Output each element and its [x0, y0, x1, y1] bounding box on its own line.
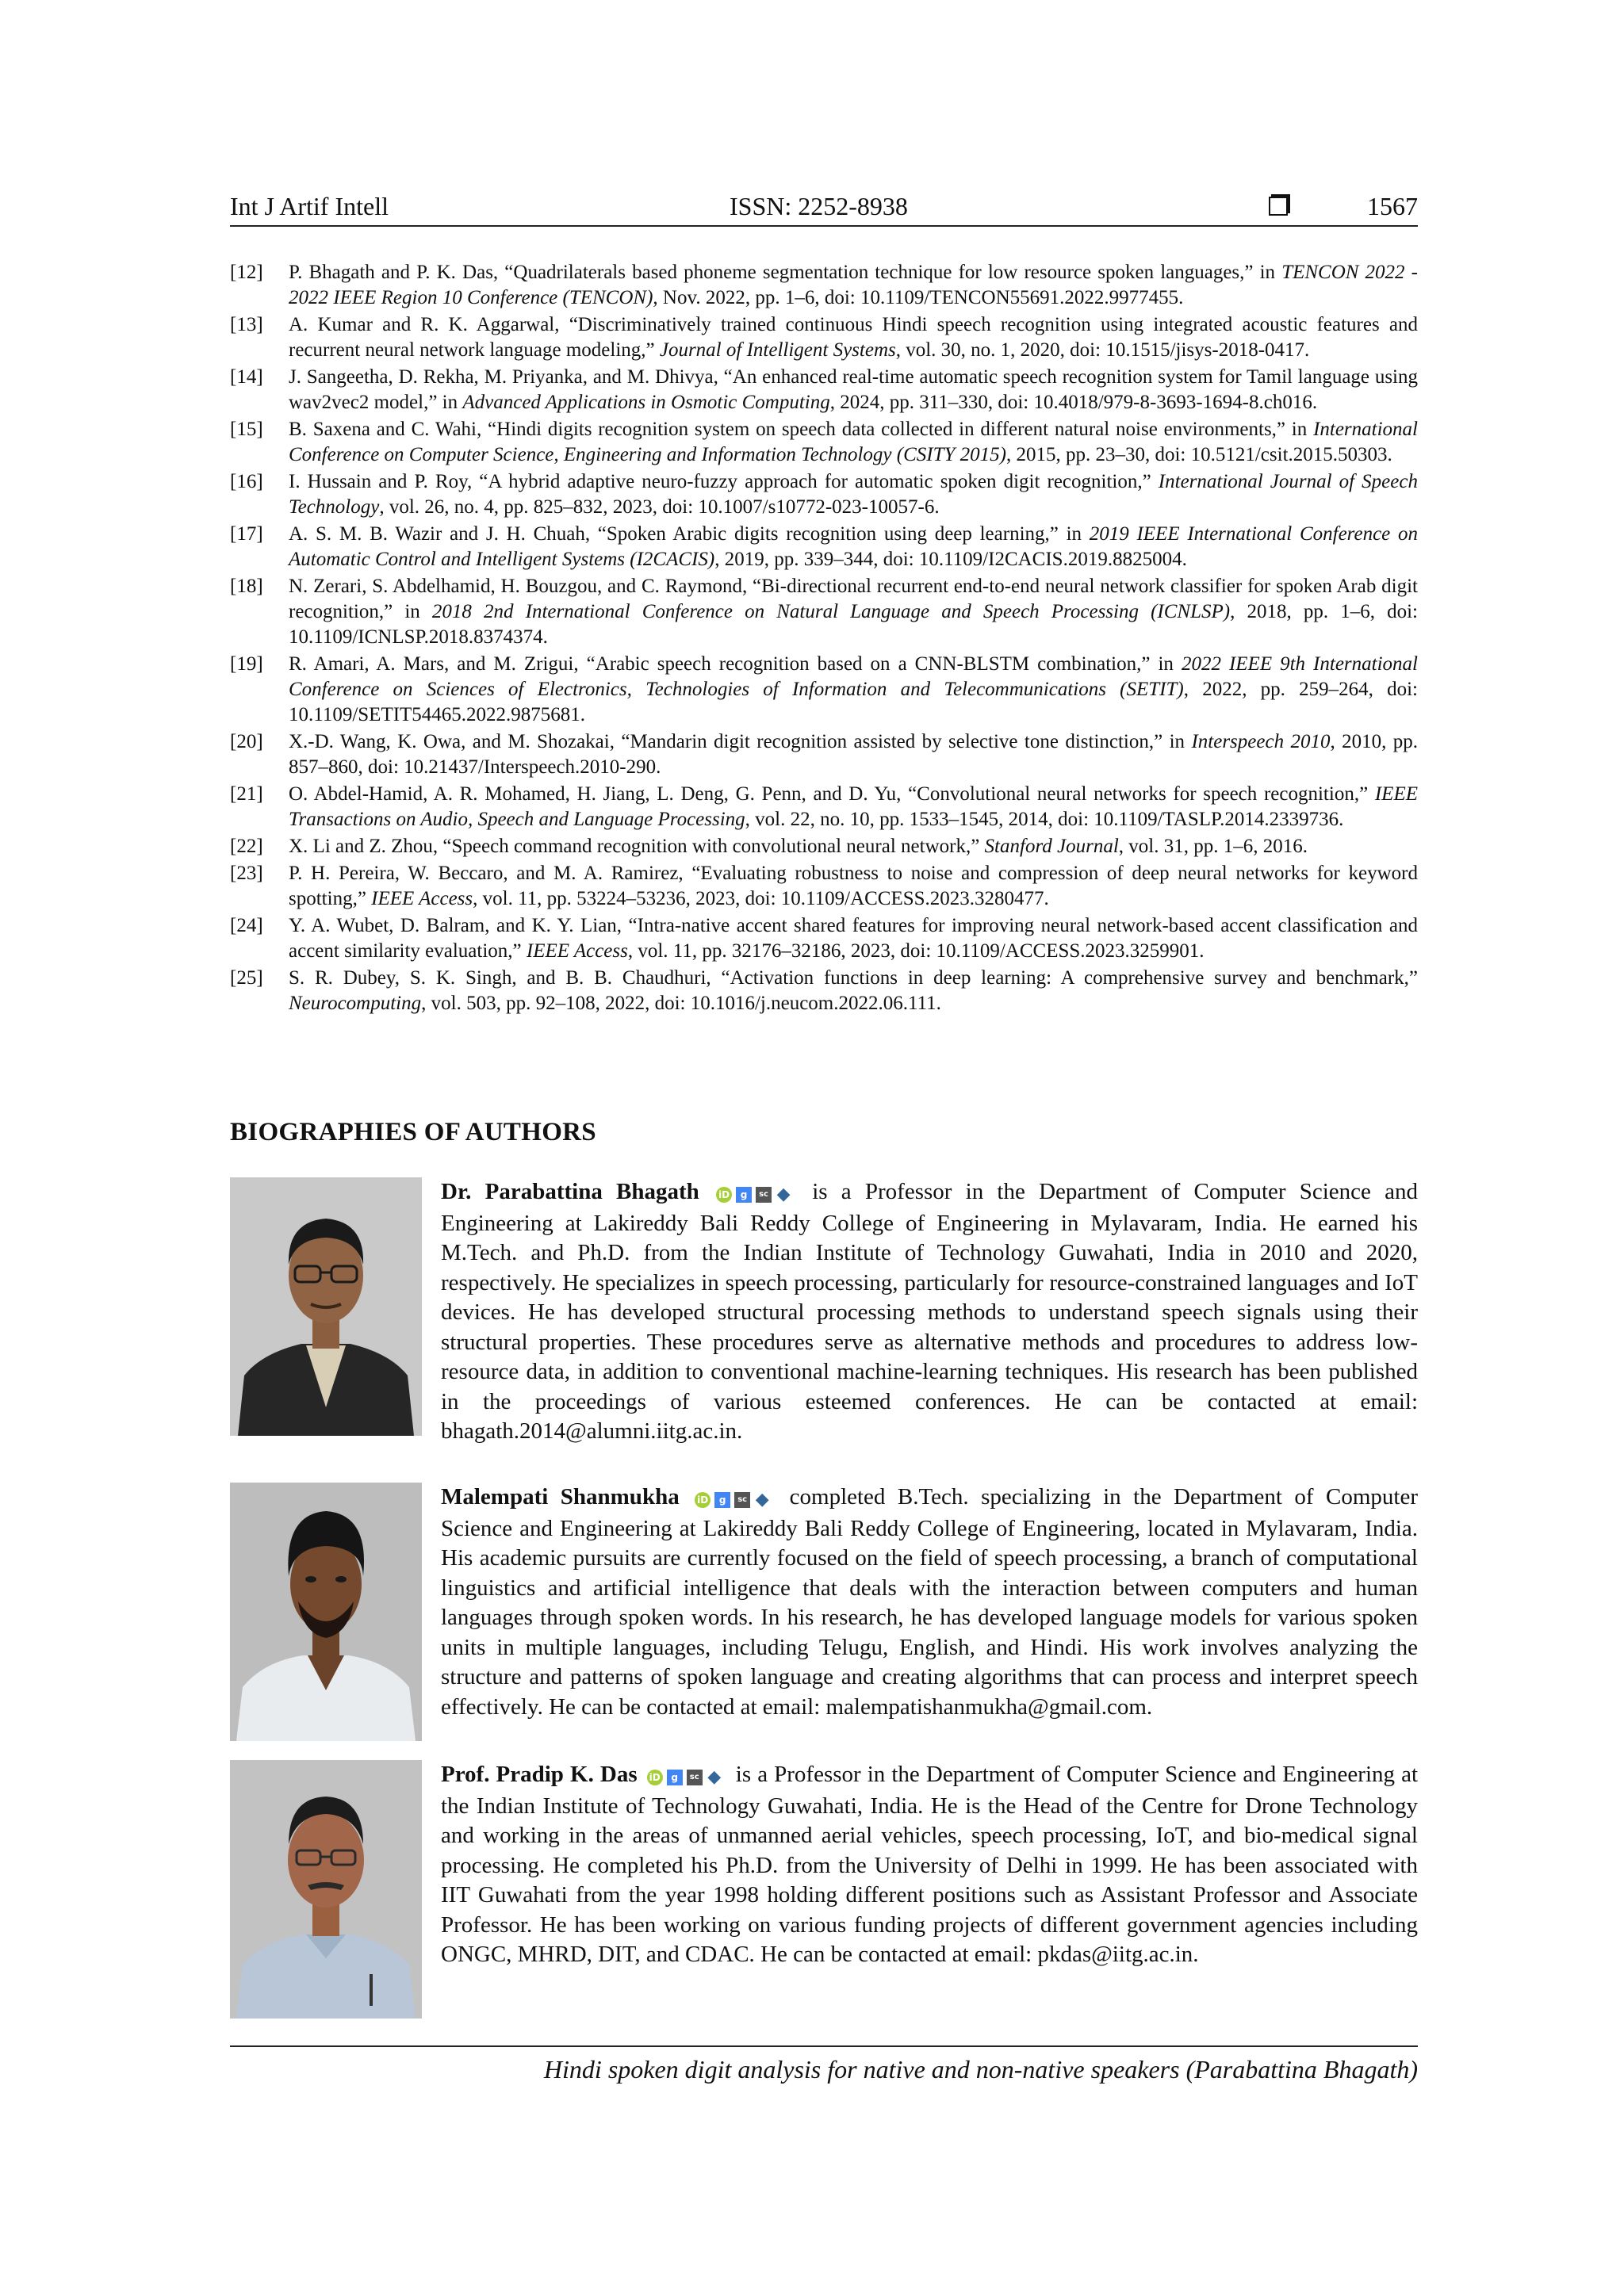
author-name: Dr. Parabattina Bhagath [441, 1179, 699, 1204]
reference-number: [16] [230, 471, 263, 492]
issn: ISSN: 2252-8938 [730, 192, 908, 220]
reference-details: , 2022, pp. 259–264, doi: 10.1109/SETIT54465.2022.9875681. [289, 679, 1418, 725]
reference-venue: International Conference on Computer Science, Engineering and Information Technology (CSITY 2015) [289, 419, 1418, 465]
reference-item [230, 913, 1418, 964]
reference-details: , vol. 11, pp. 53224–53236, 2023, doi: 10.1109/ACCESS.2023.3280477. [473, 888, 1049, 909]
reference-item [230, 966, 1418, 1016]
reference-number: [14] [230, 366, 263, 388]
reference-text: N. Zerari, S. Abdelhamid, H. Bouzgou, and C. Raymond, “Bi-directional recurrent end-to-end neural network classifier for spoken Arab digit recognition,” in [289, 576, 1418, 622]
reference-item [230, 834, 1418, 859]
reference-number: [15] [230, 419, 263, 440]
orcid-icon[interactable]: iD [647, 1770, 663, 1785]
reference-text: B. Saxena and C. Wahi, “Hindi digits recognition system on speech data collected in different natural noise environments,” in [289, 419, 1314, 440]
reference-venue: 2019 IEEE International Conference on Automatic Control and Intelligent Systems (I2CACIS) [289, 523, 1418, 570]
bio-text [441, 1483, 1418, 1722]
reference-list [230, 260, 1418, 1018]
reference-item [230, 312, 1418, 363]
google-scholar-icon[interactable]: g [736, 1187, 752, 1203]
scopus-icon[interactable]: sc [687, 1770, 703, 1785]
reference-item [230, 574, 1418, 650]
scopus-icon[interactable]: sc [756, 1187, 772, 1203]
reference-item [230, 652, 1418, 728]
bio-description: completed B.Tech. specializing in the Department of Computer Science and Engineering at Lakireddy Bali Reddy College of Engineering, located in Mylavaram, India. His academic pursuits are currently focused on the field of speech processing, a branch of computational linguistics and artificial intelligence that deals with the interaction between computers and human languages through spoken words. In his research, he has developed language models for various spoken units in multiple languages, including Telugu, English, and Hindi. His work involves analyzing the structure and patterns of spoken language and creating algorithms that can process and interpret speech effectively. He can be contacted at email: malempatishanmukha@gmail.com. [441, 1484, 1418, 1720]
reference-text: A. Kumar and R. K. Aggarwal, “Discriminatively trained continuous Hindi speech recognition using integrated acoustic features and recurrent neural network language modeling,” [289, 314, 1418, 361]
reference-text: I. Hussain and P. Roy, “A hybrid adaptive neuro-fuzzy approach for automatic spoken digit recognition,” [289, 471, 1159, 492]
reference-text: P. Bhagath and P. K. Das, “Quadrilaterals based phoneme segmentation technique for low resource spoken languages,” in [289, 262, 1282, 283]
reference-venue: IEEE Access [371, 888, 473, 909]
reference-text: R. Amari, A. Mars, and M. Zrigui, “Arabic speech recognition based on a CNN-BLSTM combination,” in [289, 653, 1182, 675]
reference-text: S. R. Dubey, S. K. Singh, and B. B. Chaudhuri, “Activation functions in deep learning: A comprehensive survey and benchmark,” [289, 967, 1418, 989]
reference-venue: IEEE Transactions on Audio, Speech and Language Processing [289, 783, 1418, 830]
running-header [230, 190, 1418, 227]
reference-number: [22] [230, 836, 263, 857]
reference-venue: Interspeech 2010 [1191, 731, 1331, 752]
reference-number: [21] [230, 783, 263, 805]
profile-icons [647, 1762, 726, 1792]
author-photo [230, 1177, 422, 1436]
reference-item [230, 861, 1418, 912]
reference-details: , 2019, pp. 339–344, doi: 10.1109/I2CACIS.2019.8825004. [714, 549, 1187, 570]
page-number: 1567 [1367, 192, 1418, 220]
journal-name: Int J Artif Intell [230, 192, 389, 220]
reference-number: [13] [230, 314, 263, 335]
reference-text: J. Sangeetha, D. Rekha, M. Priyanka, and M. Dhivya, “An enhanced real-time automatic speech recognition system for Tamil language using wav2vec2 model,” in [289, 366, 1418, 413]
publons-icon[interactable]: ◆ [755, 1490, 769, 1510]
bio-text [441, 1760, 1418, 1970]
reference-venue: Stanford Journal [984, 836, 1119, 857]
reference-item [230, 729, 1418, 780]
reference-item [230, 469, 1418, 520]
reference-text: O. Abdel-Hamid, A. R. Mohamed, H. Jiang, L. Deng, G. Penn, and D. Yu, “Convolutional neural networks for speech recognition,” [289, 783, 1375, 805]
running-footer [230, 2045, 1418, 2084]
reference-number: [19] [230, 653, 263, 675]
reference-text: X.-D. Wang, K. Owa, and M. Shozakai, “Mandarin digit recognition assisted by selective tone distinction,” in [289, 731, 1192, 752]
orcid-icon[interactable]: iD [695, 1492, 710, 1508]
reference-details: , 2010, pp. 857–860, doi: 10.21437/Interspeech.2010-290. [289, 731, 1418, 778]
reference-venue: TENCON 2022 - 2022 IEEE Region 10 Conference (TENCON) [289, 262, 1418, 308]
reference-number: [17] [230, 523, 263, 545]
profile-icons [716, 1179, 795, 1209]
publons-icon[interactable]: ◆ [776, 1184, 791, 1205]
reference-item [230, 522, 1418, 572]
reference-details: , vol. 30, no. 1, 2020, doi: 10.1515/jisys-2018-0417. [895, 339, 1310, 361]
reference-venue: International Journal of Speech Technology [289, 471, 1418, 518]
reference-text: Y. A. Wubet, D. Balram, and K. Y. Lian, “Intra-native accent shared features for improving neural network-based accent classification and accent similarity evaluation,” [289, 915, 1418, 962]
bio-text [441, 1177, 1418, 1447]
reference-number: [20] [230, 731, 263, 752]
reference-venue: Advanced Applications in Osmotic Computing [462, 392, 830, 413]
reference-number: [12] [230, 262, 263, 283]
reference-text: X. Li and Z. Zhou, “Speech command recognition with convolutional neural network,” [289, 836, 985, 857]
reference-details: , vol. 26, no. 4, pp. 825–832, 2023, doi: 10.1007/s10772-023-10057-6. [379, 496, 940, 518]
reference-number: [25] [230, 967, 263, 989]
profile-icons [695, 1484, 774, 1514]
reference-details: , 2018, pp. 1–6, doi: 10.1109/ICNLSP.2018.8374374. [289, 601, 1418, 648]
reference-item [230, 417, 1418, 468]
reference-number: [18] [230, 576, 263, 597]
reference-text: P. H. Pereira, W. Beccaro, and M. A. Ramirez, “Evaluating robustness to noise and compression of deep neural networks for keyword spotting,” [289, 863, 1418, 909]
author-photo [230, 1483, 422, 1741]
publons-icon[interactable]: ◆ [707, 1767, 722, 1788]
section-heading: BIOGRAPHIES OF AUTHORS [230, 1118, 596, 1146]
orcid-icon[interactable]: iD [716, 1187, 732, 1203]
reference-details: , Nov. 2022, pp. 1–6, doi: 10.1109/TENCON55691.2022.9977455. [653, 287, 1184, 308]
reference-venue: Neurocomputing [289, 993, 422, 1014]
footer-title: Hindi spoken digit analysis for native and non-native speakers (Parabattina Bhagath) [543, 2055, 1418, 2084]
reference-number: [23] [230, 863, 263, 884]
reference-venue: Journal of Intelligent Systems [659, 339, 896, 361]
reference-details: , 2024, pp. 311–330, doi: 10.4018/979-8-3693-1694-8.ch016. [829, 392, 1318, 413]
reference-number: [24] [230, 915, 263, 936]
google-scholar-icon[interactable]: g [714, 1492, 730, 1508]
reference-details: , vol. 31, pp. 1–6, 2016. [1118, 836, 1308, 857]
reference-details: , 2015, pp. 23–30, doi: 10.5121/csit.2015.50303. [1005, 444, 1392, 465]
author-name: Prof. Pradip K. Das [441, 1762, 638, 1787]
reference-text: A. S. M. B. Wazir and J. H. Chuah, “Spoken Arabic digits recognition using deep learning,” in [289, 523, 1090, 545]
scopus-icon[interactable]: sc [734, 1492, 750, 1508]
author-name: Malempati Shanmukha [441, 1484, 680, 1510]
google-scholar-icon[interactable]: g [667, 1770, 683, 1785]
reference-item [230, 365, 1418, 415]
reference-item [230, 782, 1418, 832]
reference-details: , vol. 503, pp. 92–108, 2022, doi: 10.1016/j.neucom.2022.06.111. [421, 993, 941, 1014]
reference-item [230, 260, 1418, 311]
reference-venue: 2022 IEEE 9th International Conference on Sciences of Electronics, Technologies of Information and Telecommunications (SETIT) [289, 653, 1418, 700]
reference-venue: IEEE Access [526, 940, 628, 962]
reference-details: , vol. 11, pp. 32176–32186, 2023, doi: 10.1109/ACCESS.2023.3259901. [627, 940, 1205, 962]
reference-venue: 2018 2nd International Conference on Natural Language and Speech Processing (ICNLSP) [431, 601, 1231, 622]
bio-description: is a Professor in the Department of Computer Science and Engineering at Lakireddy Bali Reddy College of Engineering in Mylavaram, India. He earned his M.Tech. and Ph.D. from the Indian Institute of Technology Guwahati, India in 2010 and 2020, respectively. He specializes in speech processing, particularly for resource-constrained languages and IoT devices. He has developed structural processing methods to understand speech signals using their structural properties. These procedures serve as alternative methods and procedures to address low-resource data, in addition to conventional machine-learning techniques. His research has been published in the proceedings of various esteemed conferences. He can be contacted at email: bhagath.2014@alumni.iitg.ac.in. [441, 1179, 1419, 1444]
bio-description: is a Professor in the Department of Computer Science and Engineering at the Indian Institute of Technology Guwahati, India. He is the Head of the Centre for Drone Technology and working in the areas of unmanned aerial vehicles, speech processing, IoT, and bio-medical signal processing. He completed his Ph.D. from the University of Delhi in 1999. He has been associated with IIT Guwahati from the year 1998 holding different positions such as Assistant Professor and Associate Professor. He has been working on various funding projects of different government agencies including ONGC, MHRD, DIT, and CDAC. He can be contacted at email: pkdas@iitg.ac.in. [441, 1762, 1419, 1967]
author-photo [230, 1760, 422, 2019]
reference-details: , vol. 22, no. 10, pp. 1533–1545, 2014, doi: 10.1109/TASLP.2014.2339736. [745, 809, 1344, 830]
